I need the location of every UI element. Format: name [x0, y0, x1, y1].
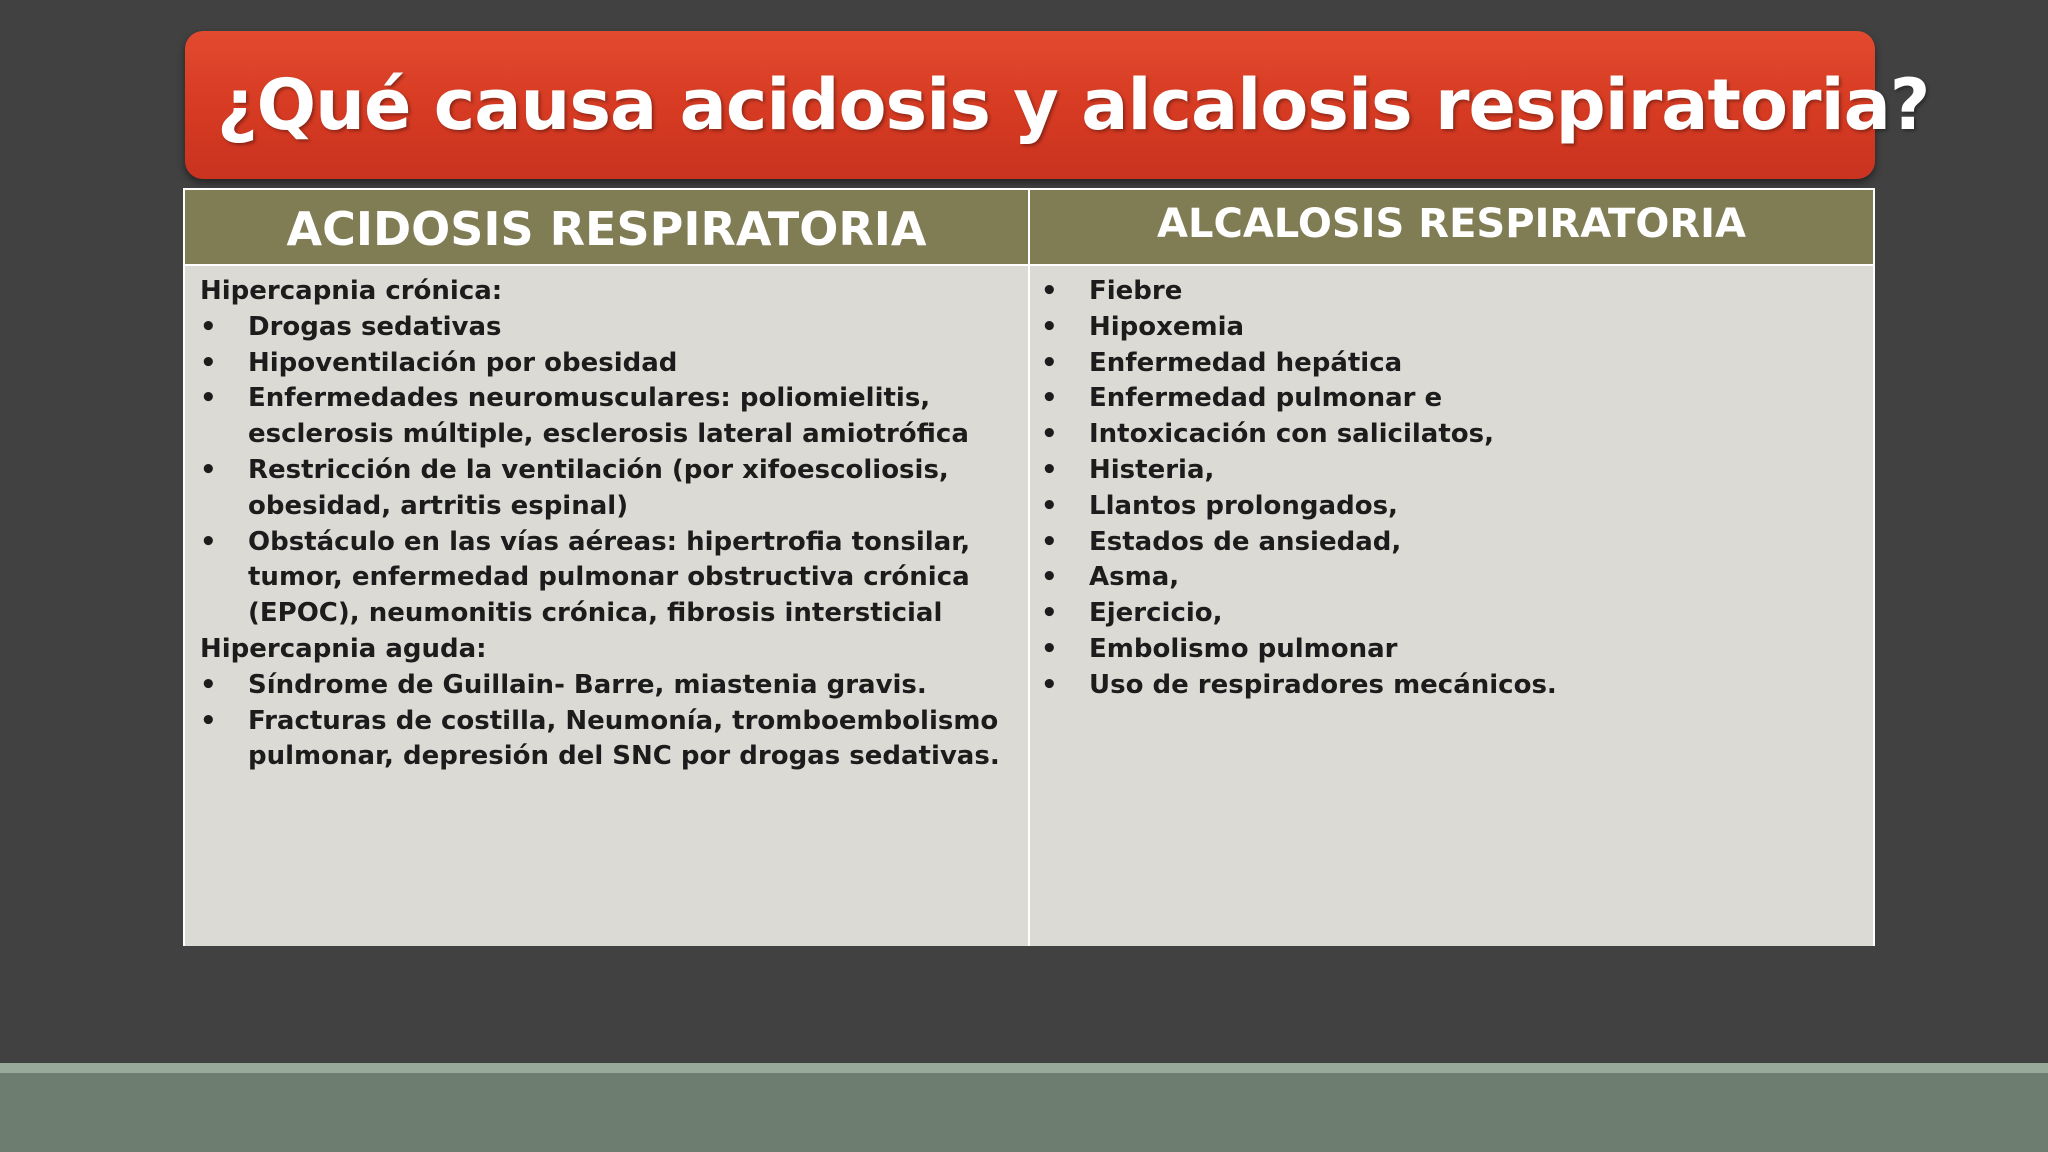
list-item: [1041, 668, 1863, 704]
list-item-text: Enfermedad hepática: [1089, 347, 1403, 378]
list-item: [1041, 274, 1863, 310]
list-item-text: Hipoventilación por obesidad: [248, 347, 678, 378]
list-item-text: Obstáculo en las vías aéreas: hipertrofia tonsilar, tumor, enfermedad pulmonar obstructiva crónica (EPOC), neumonitis crónica, fibrosis intersticial: [248, 526, 971, 629]
list-item: [1041, 381, 1863, 417]
list-item: [200, 310, 1014, 346]
list-acute-hypercapnia: [200, 668, 1014, 775]
header-acidosis: ACIDOSIS RESPIRATORIA: [185, 190, 1028, 264]
bullet-icon: •: [1041, 311, 1058, 342]
list-item-text: Drogas sedativas: [248, 311, 502, 342]
list-item: [1041, 453, 1863, 489]
list-item: [1041, 489, 1863, 525]
subheading-chronic-hypercapnia: Hipercapnia crónica:: [200, 276, 503, 306]
list-item-text: Enfermedades neuromusculares: poliomielitis, esclerosis múltiple, esclerosis lateral amiotrófica: [248, 383, 969, 450]
list-item: [1041, 632, 1863, 668]
list-item-text: Estados de ansiedad,: [1089, 526, 1402, 557]
bullet-icon: •: [200, 383, 217, 414]
list-item: [1041, 560, 1863, 596]
list-item: [200, 346, 1014, 382]
bullet-icon: •: [1041, 490, 1058, 521]
bullet-icon: •: [200, 669, 217, 700]
list-item: [200, 453, 1014, 525]
bullet-icon: •: [1041, 526, 1058, 557]
list-item-text: Ejercicio,: [1089, 598, 1223, 629]
list-item-text: Histeria,: [1089, 454, 1215, 485]
bullet-icon: •: [200, 526, 217, 557]
bullet-icon: •: [200, 311, 217, 342]
list-item: [200, 525, 1014, 632]
bullet-icon: •: [1041, 633, 1058, 664]
list-item: [200, 704, 1014, 776]
bullet-icon: •: [1041, 598, 1058, 629]
list-item-text: Restricción de la ventilación (por xifoescoliosis, obesidad, artritis espinal): [248, 454, 949, 521]
header-alcalosis: ALCALOSIS RESPIRATORIA: [1030, 190, 1873, 264]
comparison-table: [183, 188, 1875, 946]
bullet-icon: •: [200, 454, 217, 485]
list-item-text: Fiebre: [1089, 276, 1183, 306]
cell-acidosis-causes: [185, 266, 1028, 946]
list-item: [1041, 417, 1863, 453]
bullet-icon: •: [1041, 276, 1058, 306]
bullet-icon: •: [200, 347, 217, 378]
bullet-icon: •: [200, 705, 217, 736]
list-item-text: Uso de respiradores mecánicos.: [1089, 669, 1557, 700]
slide-title: ¿Qué causa acidosis y alcalosis respiratoria?: [217, 64, 1930, 146]
list-item-text: Fracturas de costilla, Neumonía, tromboembolismo pulmonar, depresión del SNC por drogas sedativas.: [248, 705, 1000, 772]
list-item-text: Llantos prolongados,: [1089, 490, 1398, 521]
list-alcalosis-causes: [1041, 274, 1863, 704]
list-item: [1041, 596, 1863, 632]
bullet-icon: •: [1041, 669, 1058, 700]
list-item-text: Síndrome de Guillain- Barre, miastenia gravis.: [248, 669, 927, 700]
list-chronic-hypercapnia: [200, 310, 1014, 632]
list-item-text: Hipoxemia: [1089, 311, 1245, 342]
list-item: [200, 668, 1014, 704]
list-item: [1041, 346, 1863, 382]
bullet-icon: •: [1041, 562, 1058, 593]
list-item-text: Embolismo pulmonar: [1089, 633, 1398, 664]
subheading-acute-hypercapnia: Hipercapnia aguda:: [200, 633, 487, 664]
bullet-icon: •: [1041, 454, 1058, 485]
bullet-icon: •: [1041, 347, 1058, 378]
title-banner: [185, 31, 1930, 179]
footer-bar: [0, 1063, 2048, 1152]
list-item-text: Asma,: [1089, 562, 1180, 593]
bullet-icon: •: [1041, 383, 1058, 414]
bullet-icon: •: [1041, 419, 1058, 450]
list-item-text: Intoxicación con salicilatos,: [1089, 419, 1494, 450]
list-item-text: Enfermedad pulmonar e: [1089, 383, 1443, 414]
list-item: [200, 381, 1014, 453]
list-item: [1041, 310, 1863, 346]
cell-alcalosis-causes: [1030, 266, 1873, 946]
list-item: [1041, 525, 1863, 561]
